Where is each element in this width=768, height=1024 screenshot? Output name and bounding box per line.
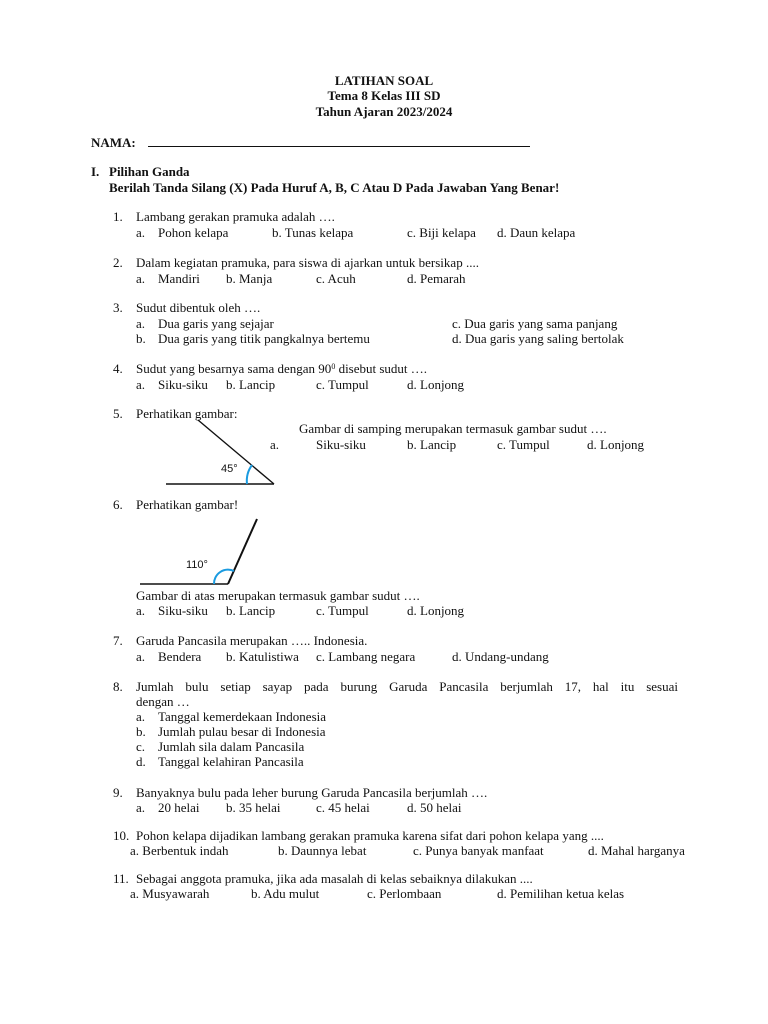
option-b: b. 35 helai [226, 800, 281, 815]
question-text-cont: dengan … [136, 694, 190, 709]
option-d: d. Daun kelapa [497, 225, 576, 240]
option-b: b. Lancip [226, 377, 276, 392]
option-d: d. Dua garis yang saling bertolak [452, 331, 624, 346]
option-letter: a. [136, 649, 146, 664]
option-d: d. Lonjong [587, 437, 645, 452]
page-title: LATIHAN SOAL [334, 73, 434, 88]
question-number: 10. [113, 828, 130, 843]
question-number: 2. [113, 255, 123, 270]
option-a: 20 helai [158, 800, 200, 815]
option-letter: b. [136, 331, 146, 346]
name-blank-line [148, 146, 530, 147]
option-c: c. Tumpul [316, 603, 369, 618]
option-d: d. Lonjong [407, 377, 465, 392]
question-number: 3. [113, 300, 123, 315]
question-text: Perhatikan gambar! [136, 497, 239, 512]
question-number: 9. [113, 785, 123, 800]
option-c: c. Dua garis yang sama panjang [452, 316, 618, 331]
option-c: c. Tumpul [497, 437, 550, 452]
option-b: Dua garis yang titik pangkalnya bertemu [158, 331, 370, 346]
option-b: b. Daunnya lebat [278, 843, 367, 858]
question-number: 5. [113, 406, 123, 421]
question-text: Dalam kegiatan pramuka, para siswa di ajarkan untuk bersikap .... [136, 255, 479, 270]
question-text: Sebagai anggota pramuka, jika ada masalah di kelas sebaiknya dilakukan .... [136, 871, 533, 886]
question-text: Perhatikan gambar: [136, 406, 238, 421]
option-letter: a. [136, 377, 146, 392]
option-a: Siku-siku [158, 377, 208, 392]
option-a: Siku-siku [158, 603, 208, 618]
question-text: Sudut dibentuk oleh …. [136, 300, 261, 315]
section-title: Pilihan Ganda [109, 164, 190, 179]
option-letter: a. [136, 800, 146, 815]
option-b: b. Lancip [407, 437, 457, 452]
question-number: 1. [113, 209, 123, 224]
option-b: b. Tunas kelapa [272, 225, 354, 240]
option-c: c. Perlombaan [367, 886, 442, 901]
option-a: a. Musyawarah [130, 886, 210, 901]
option-c: c. Lambang negara [316, 649, 416, 664]
option-c: c. 45 helai [316, 800, 370, 815]
question-text: Garuda Pancasila merupakan ….. Indonesia. [136, 633, 368, 648]
option-a: Bendera [158, 649, 202, 664]
option-b: b. Manja [226, 271, 273, 286]
option-a: Siku-siku [316, 437, 366, 452]
option-c: c. Acuh [316, 271, 356, 286]
option-a: Tanggal kemerdekaan Indonesia [158, 709, 327, 724]
question-text: Pohon kelapa dijadikan lambang gerakan pramuka karena sifat dari pohon kelapa yang .... [136, 828, 604, 843]
question-number: 4. [113, 361, 123, 376]
option-letter: b. [136, 724, 146, 739]
option-letter: d. [136, 754, 146, 769]
page-subtitle: Tema 8 Kelas III SD [327, 88, 441, 103]
question-text: Sudut yang besarnya sama dengan $90^0$ disebut sudut …. [136, 361, 428, 376]
option-a: Mandiri [158, 271, 200, 286]
option-a: Pohon kelapa [158, 225, 229, 240]
option-d: d. Mahal harganya [588, 843, 685, 858]
option-d: d. 50 helai [407, 800, 462, 815]
option-c: c. Biji kelapa [407, 225, 476, 240]
school-year: Tahun Ajaran 2023/2024 [315, 104, 453, 119]
option-letter: a. [136, 225, 146, 240]
option-letter: a. [136, 271, 146, 286]
option-d: d. Undang-undang [452, 649, 549, 664]
question-number: 6. [113, 497, 123, 512]
option-letter: a. [136, 709, 146, 724]
option-b: b. Katulistiwa [226, 649, 299, 664]
option-c: c. Tumpul [316, 377, 369, 392]
option-b: Jumlah pulau besar di Indonesia [158, 724, 326, 739]
section-number: I. [91, 164, 100, 179]
option-letter: c. [136, 739, 146, 754]
angle-label: 110° [186, 559, 208, 571]
question-text: Jumlah bulu setiap sayap pada burung Garuda Pancasila berjumlah 17, hal itu sesuai [136, 679, 678, 694]
after-text: Gambar di atas merupakan termasuk gambar sudut …. [136, 588, 420, 603]
angle-45-figure [160, 418, 284, 490]
option-b: b. Lancip [226, 603, 276, 618]
option-d: d. Pemarah [407, 271, 466, 286]
option-a: Dua garis yang sejajar [158, 316, 274, 331]
option-c: Jumlah sila dalam Pancasila [158, 739, 305, 754]
question-text: Lambang gerakan pramuka adalah …. [136, 209, 335, 224]
option-d: d. Pemilihan ketua kelas [497, 886, 625, 901]
side-text: Gambar di samping merupakan termasuk gambar sudut …. [299, 421, 607, 436]
option-letter: a. [136, 316, 146, 331]
question-number: 11. [113, 871, 129, 886]
question-number: 8. [113, 679, 123, 694]
option-d: Tanggal kelahiran Pancasila [158, 754, 304, 769]
option-letter: a. [136, 603, 146, 618]
option-b: b. Adu mulut [251, 886, 320, 901]
angle-label: 45° [221, 463, 238, 475]
option-c: c. Punya banyak manfaat [413, 843, 544, 858]
angle-110-figure [136, 515, 262, 587]
name-label: NAMA: [91, 135, 136, 150]
question-text: Banyaknya bulu pada leher burung Garuda Pancasila berjumlah …. [136, 785, 488, 800]
option-letter: a. [270, 437, 280, 452]
option-d: d. Lonjong [407, 603, 465, 618]
option-a: a. Berbentuk indah [130, 843, 229, 858]
section-instruction: Berilah Tanda Silang (X) Pada Huruf A, B, C Atau D Pada Jawaban Yang Benar! [109, 180, 560, 195]
question-number: 7. [113, 633, 123, 648]
